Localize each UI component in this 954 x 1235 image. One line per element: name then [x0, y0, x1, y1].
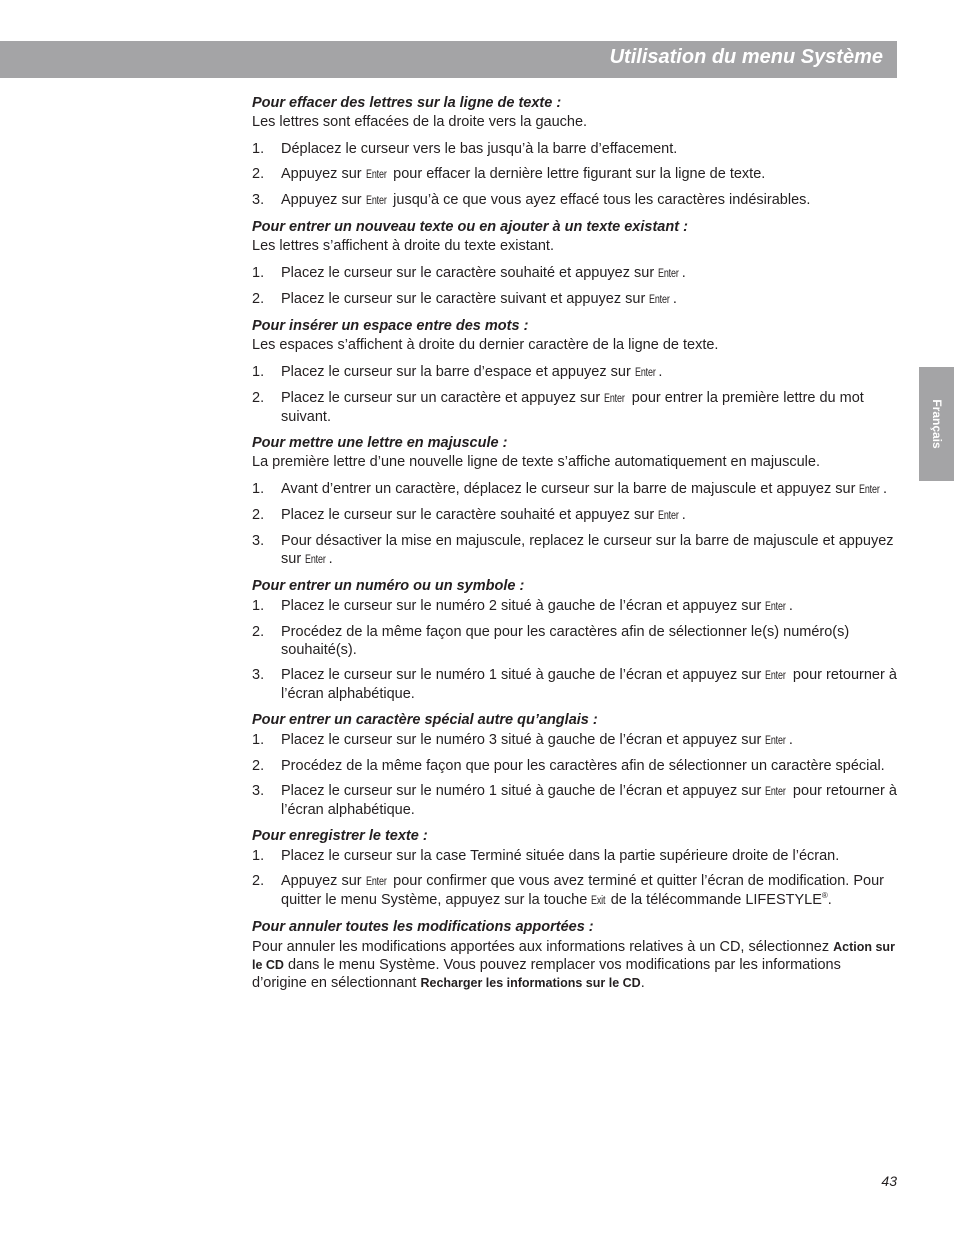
- section-intro: La première lettre d’une nouvelle ligne de texte s’affiche automatiquement en majuscule.: [252, 454, 820, 470]
- enter-key-label: Enter: [658, 268, 679, 280]
- section-title: Pour annuler toutes les modifications apportées :: [252, 919, 594, 935]
- enter-key-label: Enter: [634, 367, 656, 379]
- menu-item-reload-cd-info: Recharger les informations sur le CD: [420, 976, 641, 990]
- section-intro: Les lettres s’affichent à droite du texte existant.: [252, 238, 554, 254]
- section-title: Pour enregistrer le texte :: [252, 828, 428, 844]
- section-number: [252, 577, 897, 703]
- menu-item-action-cd: Action sur le CD: [252, 940, 895, 972]
- list-item: 3. Placez le curseur sur le numéro 1 situé à gauche de l’écran et appuyez sur Enter pour retourner à l’écran alphabétique.: [252, 783, 897, 818]
- list-item: 1. Placez le curseur sur le numéro 2 situé à gauche de l’écran et appuyez sur Enter .: [252, 598, 793, 614]
- header-bar: [0, 41, 897, 78]
- list-item: 2. Placez le curseur sur un caractère et appuyez sur Enter pour entrer la première lettre du mot suivant.: [252, 390, 864, 425]
- language-tab: [919, 367, 954, 481]
- step-list: [252, 264, 897, 309]
- step-list: [252, 140, 897, 210]
- enter-key-label: Enter: [365, 169, 387, 181]
- section-capital: [252, 434, 897, 569]
- section-intro: Les espaces s’affichent à droite du dernier caractère de la ligne de texte.: [252, 337, 719, 353]
- list-item: 1. Placez le curseur sur le numéro 3 situé à gauche de l’écran et appuyez sur Enter .: [252, 732, 793, 748]
- enter-key-label: Enter: [604, 393, 625, 405]
- list-item: 1. Placez le curseur sur le caractère souhaité et appuyez sur Enter .: [252, 265, 686, 281]
- list-item: 3. Placez le curseur sur le numéro 1 situé à gauche de l’écran et appuyez sur Enter pour retourner à l’écran alphabétique.: [252, 667, 897, 702]
- list-item: 1. Avant d’entrer un caractère, déplacez le curseur sur la barre de majuscule et appuyez sur Enter .: [252, 481, 887, 497]
- section-paragraph: Pour annuler les modifications apportées aux informations relatives à un CD, sélectionnez Action sur le CD dans le menu Système. Vous pouvez remplacer vos modifications par les informations d’origine en sélectionnant Recharger les informations sur le CD.: [252, 939, 895, 991]
- list-item: 3. Pour désactiver la mise en majuscule, replacez le curseur sur la barre de majuscule et appuyez sur Enter .: [252, 533, 894, 567]
- section-title: Pour insérer un espace entre des mots :: [252, 318, 529, 334]
- section-title: Pour entrer un nouveau texte ou en ajouter à un texte existant :: [252, 219, 688, 235]
- registered-mark: ®: [821, 891, 828, 901]
- list-item: 2. Appuyez sur Enter pour effacer la dernière lettre figurant sur la ligne de texte.: [252, 166, 766, 182]
- list-item: 1. Placez le curseur sur la case Terminé située dans la partie supérieure droite de l’écran.: [252, 848, 840, 864]
- section-title: Pour entrer un numéro ou un symbole :: [252, 578, 525, 594]
- section-new-text: [252, 218, 897, 309]
- enter-key-label: Enter: [365, 195, 387, 207]
- enter-key-label: Enter: [765, 601, 787, 613]
- page-title: Utilisation du menu Système: [609, 46, 883, 68]
- enter-key-label: Enter: [649, 294, 670, 306]
- step-list: [252, 731, 897, 819]
- section-title: Pour mettre une lettre en majuscule :: [252, 435, 508, 451]
- enter-key-label: Enter: [305, 554, 326, 566]
- step-list: [252, 480, 897, 569]
- section-title: Pour entrer un caractère spécial autre qu’anglais :: [252, 712, 598, 728]
- step-list: [252, 363, 897, 426]
- section-special-character: [252, 711, 897, 819]
- list-item: 2. Procédez de la même façon que pour les caractères afin de sélectionner un caractère spécial.: [252, 758, 885, 774]
- section-cancel: [252, 918, 897, 992]
- language-tab-label: Français: [929, 399, 944, 449]
- enter-key-label: Enter: [765, 786, 787, 798]
- list-item: 3. Appuyez sur Enter jusqu’à ce que vous ayez effacé tous les caractères indésirables.: [252, 192, 811, 208]
- section-title: Pour effacer des lettres sur la ligne de texte :: [252, 95, 562, 111]
- enter-key-label: Enter: [765, 735, 787, 747]
- section-erase: [252, 94, 897, 210]
- enter-key-label: Enter: [765, 670, 787, 682]
- page-number: 43: [881, 1173, 897, 1189]
- main-content: [252, 94, 897, 1000]
- step-list: [252, 597, 897, 703]
- list-item: 2. Procédez de la même façon que pour les caractères afin de sélectionner le(s) numéro(s) souhaité(s).: [252, 624, 850, 658]
- list-item: 1. Déplacez le curseur vers le bas jusqu’à la barre d’effacement.: [252, 141, 678, 157]
- list-item: 2. Placez le curseur sur le caractère souhaité et appuyez sur Enter .: [252, 507, 686, 523]
- enter-key-label: Enter: [859, 484, 881, 496]
- section-intro: Les lettres sont effacées de la droite vers la gauche.: [252, 114, 588, 130]
- section-save: [252, 827, 897, 910]
- section-space: [252, 317, 897, 426]
- list-item: 1. Placez le curseur sur la barre d’espace et appuyez sur Enter .: [252, 364, 663, 380]
- list-item: 2. Placez le curseur sur le caractère suivant et appuyez sur Enter .: [252, 291, 677, 307]
- enter-key-label: Enter: [365, 876, 387, 888]
- enter-key-label: Enter: [658, 510, 679, 522]
- exit-key-label: Exit: [591, 895, 606, 907]
- step-list: [252, 847, 897, 910]
- list-item: 2. Appuyez sur Enter pour confirmer que vous avez terminé et quitter l’écran de modification. Pour quitter le menu Système, appuyez sur la touche Exit de la télécommande LIFESTYLE®.: [252, 873, 884, 908]
